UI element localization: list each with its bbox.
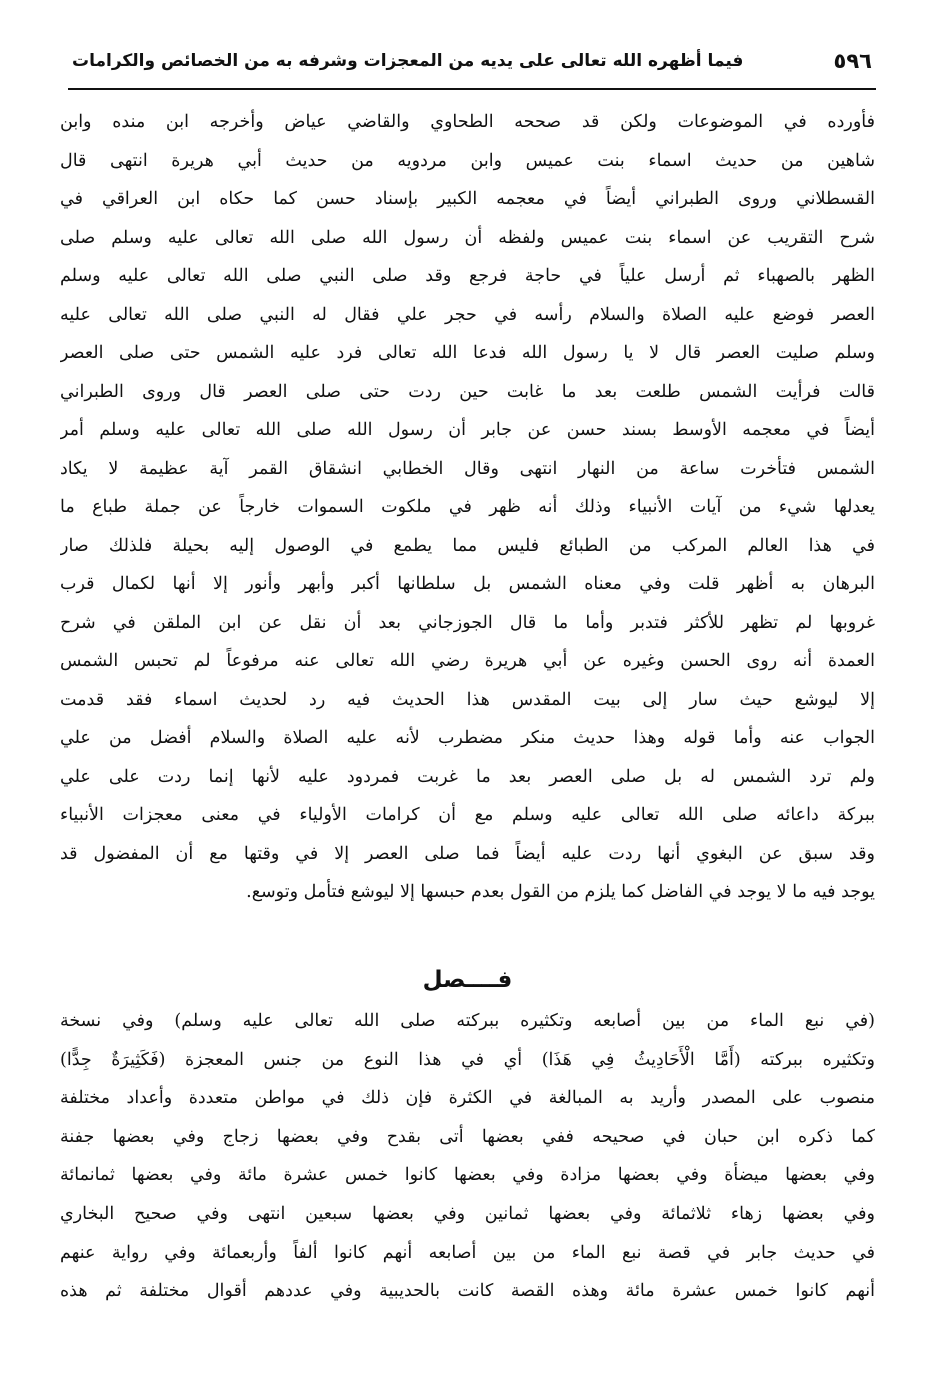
text-line: العمدة أنه روى الحسن وغيره عن أبي هريرة رضي الله تعالى عنه مرفوعاً لم تحبس الشمس xyxy=(60,651,875,671)
text-line: يوجد فيه ما لا يوجد في الفاضل كما يلزم من القول بعدم حبسها إلا ليوشع فتأمل وتوسع. xyxy=(246,882,875,902)
text-line: إلا ليوشع حيث سار إلى بيت المقدس هذا الحديث فيه رد لحديث اسماء فقد قدمت xyxy=(60,689,875,710)
text-line: وقد سبق عن البغوي أنها ردت عليه أيضاً فما صلى العصر إلا في وقتها مع أن المفضول قد xyxy=(60,843,875,864)
text-line: ببركة داعائه صلى الله تعالى عليه وسلم مع أن كرامات الأولياء في معنى معجزات الأنبياء xyxy=(60,805,875,825)
text-line: كما ذكره ابن حبان في صحيحه ففي بعضها أتى بقدح وفي بعضها زجاج وفي بعضها جفنة xyxy=(60,1126,875,1147)
text-line: فأورده في الموضوعات ولكن قد صححه الطحاوي والقاضي عياض وأخرجه ابن منده وابن xyxy=(60,112,875,132)
text-line: أيضاً في معجمه الأوسط بسند حسن عن جابر أن رسول الله صلى الله تعالى عليه وسلم أمر xyxy=(60,420,875,440)
text-line: في حديث جابر في قصة نبع الماء من بين أصابعه أنهم كانوا ألفاً وأربعمائة وفي رواية عنهم xyxy=(60,1242,875,1263)
text-line: البرهان به أظهر قلت وفي معناه الشمس بل سلطانها أكبر وأبهر وأنور إلا أنها لكمال قرب xyxy=(60,574,875,594)
text-line: العصر فوضع عليه الصلاة والسلام رأسه في حجر علي فقال له النبي صلى الله تعالى عليه xyxy=(60,304,875,325)
text-line: القسطلاني وروى الطبراني أيضاً في معجمه الكبير بإسناد حسن كما حكاه ابن العراقي في xyxy=(60,189,875,209)
text-line: يعدلها شيء من آيات الأنبياء وذلك أنه ظهر في ملكوت السموات خارجاً عن جملة طباع ما xyxy=(60,497,875,517)
running-title: فيما أظهره الله تعالى على يديه من المعجزات وشرفه به من الخصائص والكرامات xyxy=(72,51,744,71)
text-line: وسلم صليت العصر قال لا يا رسول الله فدعا الله تعالى فرد عليه الشمس حتى صلى العصر xyxy=(60,343,875,363)
text-line: وفي بعضها ميضأة وفي بعضها مزادة وفي بعضها كانوا خمس عشرة مائة وفي بعضها ثمانمائة xyxy=(60,1165,875,1186)
text-line: الظهر بالصهباء ثم أرسل علياً في حاجة فرجع وقد صلى النبي صلى الله تعالى عليه وسلم xyxy=(60,266,875,286)
text-line: ولم ترد الشمس له بل صلى العصر بعد ما غربت فمردود عليه لأنها إنما ردت على علي xyxy=(60,766,875,787)
body-text xyxy=(60,103,875,912)
text-line: في هذا العالم المركب من الطبائع فليس مما يطمع في الوصول إليه بحيلة فلذلك صار xyxy=(60,535,875,556)
text-line: الشمس فتأخرت ساعة من النهار انتهى وقال الخطابي انشقاق القمر آية عظيمة لا يكاد xyxy=(60,458,875,479)
text-line: قالت فرأيت الشمس طلعت بعد ما غابت حين ردت حتى صلى العصر قال وروى الطبراني xyxy=(60,381,875,402)
page-number: ٥٩٦ xyxy=(833,49,872,73)
text-line: الجواب عنه وأما قوله وهذا حديث منكر مضطرب لأنه عليه الصلاة والسلام أفضل من علي xyxy=(60,728,875,748)
section-text xyxy=(60,1002,875,1311)
text-line: منصوب على المصدر وأريد به المبالغة في الكثرة فإن ذلك في مواطن متعددة وأعداد مختلفة xyxy=(60,1088,875,1109)
text-line: شرح التقريب عن اسماء بنت عميس ولفظه أن رسول الله صلى الله تعالى عليه وسلم صلى xyxy=(60,227,875,248)
text-line: (في نبع الماء من بين أصابعه وتكثيره ببركته صلى الله تعالى عليه وسلم) وفي نسخة xyxy=(60,1011,875,1031)
header-divider xyxy=(68,88,876,90)
section-heading: فــــصل xyxy=(422,967,513,993)
text-line: أنهم كانوا خمس عشرة مائة وهذه القصة كانت بالحديبية وفي عددهم أقوال مختلفة ثم هذه xyxy=(60,1281,875,1302)
text-line: وفي بعضها زهاء ثلاثمائة وفي بعضها ثمانين وفي بعضها سبعين انتهى وفي صحيح البخاري xyxy=(60,1203,875,1224)
page-header xyxy=(72,40,872,82)
text-line: وتكثيره ببركته (أَمَّا الْأَحَادِيثُ فِي هَذَا) أي في هذا النوع من جنس المعجزة (فَكَثِيرَةٌ جِدًّا) xyxy=(60,1049,875,1070)
text-line: شاهين من حديث اسماء بنت عميس وابن مردويه من حديث أبي هريرة انتهى قال xyxy=(60,150,875,171)
text-line: غروبها لم تظهر للأكثر فتدبر وأما ما قال الجوزجاني بعد أن نقل عن ابن الملقن في شرح xyxy=(60,612,875,633)
